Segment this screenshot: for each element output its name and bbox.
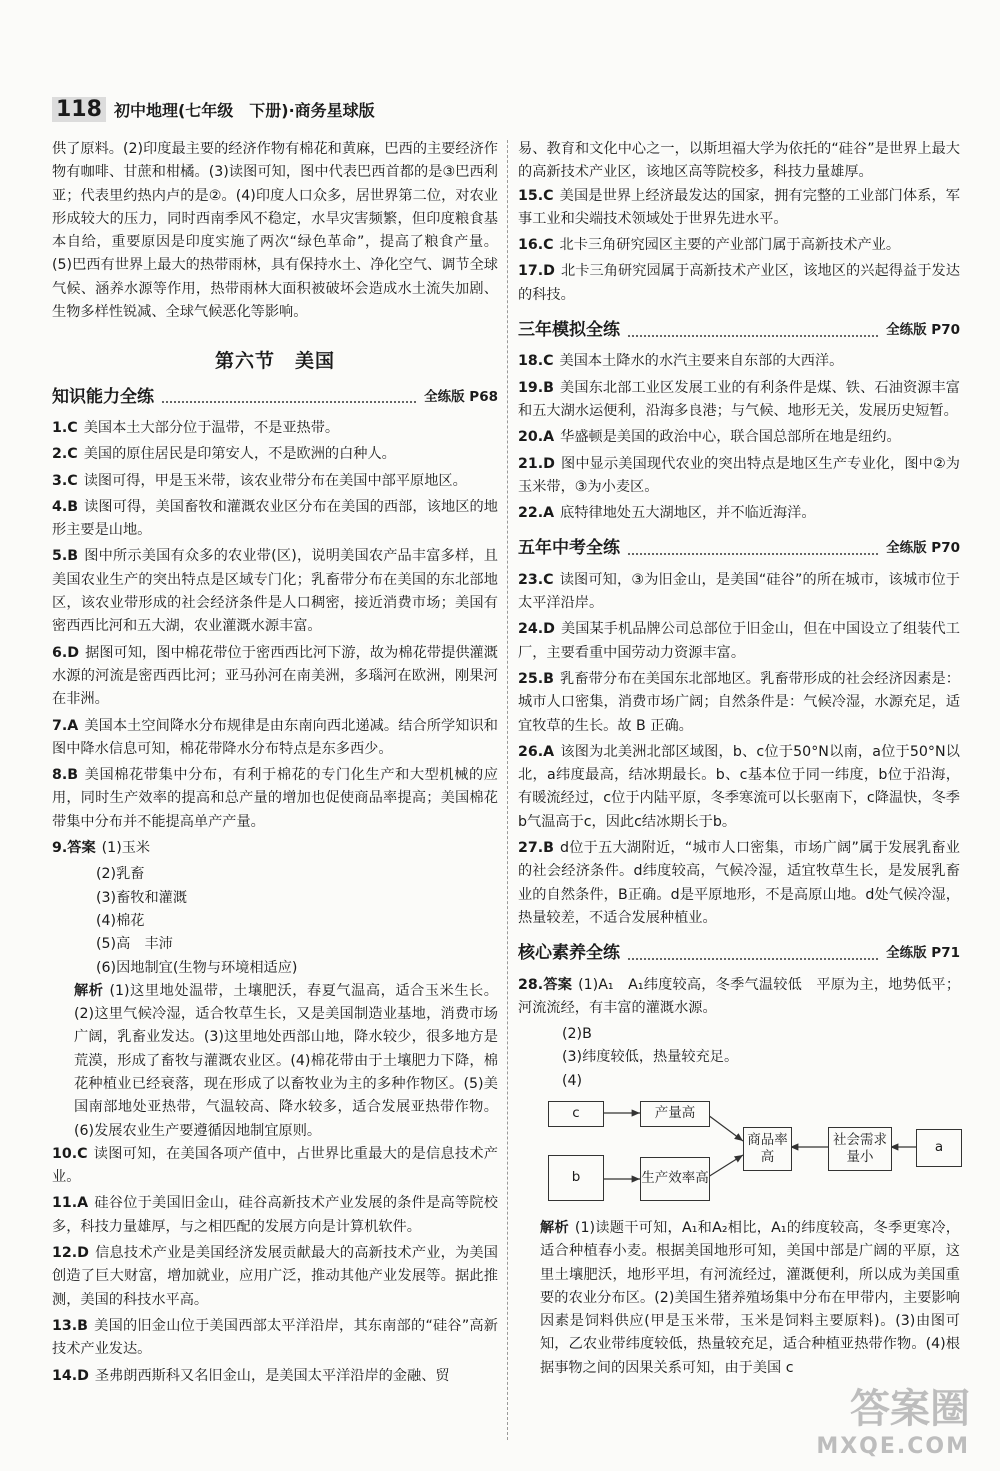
answer-number: 19.B <box>518 379 554 396</box>
answer-text: 读图可知，在美国各项产值中，占世界比重最大的是信息技术产业。 <box>52 1145 498 1186</box>
section-title: 第六节 美国 <box>214 350 335 373</box>
answer-line: (1)A₁ A₁纬度较高，冬季气温较低 平原为主，地势低平；河流流经，有丰富的灌溉水源。 <box>518 976 961 1016</box>
band-three-year <box>518 319 960 342</box>
answer-number: 11.A <box>52 1195 89 1212</box>
answer-item <box>518 668 960 738</box>
analysis <box>52 980 498 1143</box>
answer-text: 美国某手机品牌公司总部位于旧金山，但在中国设立了组装代工厂，主要看重中国劳动力资源丰富。 <box>518 621 960 661</box>
band-title: 三年模拟全练 <box>518 320 620 341</box>
right-column <box>518 138 960 1380</box>
answer-number: 13.B <box>52 1317 88 1334</box>
answer-item <box>518 974 960 1021</box>
analysis-text: (1)这里地处温带，土壤肥沃，春夏气温高，适合玉米生长。(2)这里气候冷湿，适合牧草生长，又是美国制造业基地，消费市场广阔，乳畜业发达。(3)这里地处西部山地，降水较少，很多地方是荒漠，形成了畜牧与灌溉农业区。(4)棉花带由于土壤肥力下降，棉花种植业已经衰落，现在形成了以畜牧业为主的多种作物区。(5)美国南部地处亚热带，气温较高、降水较多，适合发展亚热带作物。(6)发展农业生产要遵循因地制宜原则。 <box>74 982 498 1139</box>
answer-text: 美国本土空间降水分布规律是由东南向西北递减。结合所学知识和图中降水信息可知，棉花带降水分布特点是东多西少。 <box>52 717 498 757</box>
band-knowledge <box>52 386 498 409</box>
answer-number: 5.B <box>52 548 79 565</box>
answer-text: 图中显示美国现代农业的突出特点是地区生产专业化，图中②为玉米带，③为小麦区。 <box>518 455 960 495</box>
answer-item <box>52 1315 498 1362</box>
book-title: 初中地理(七年级 下册)·商务星球版 <box>113 100 375 120</box>
answer-item <box>518 234 960 257</box>
answer-line: (2)乳畜 <box>96 866 145 883</box>
answer-number: 25.B <box>518 670 554 687</box>
analysis-text: (1)读题干可知，A₁和A₂相比，A₁的纬度较高，冬季更寒冷，适合种植春小麦。根据美国地形可知，美国中部是广阔的平原，这里土壤肥沃，地形平坦，有河流经过，灌溉便利，所以成为美国重要的农业分布区。(2)美国生猪养殖场集中分布在甲带内，主要影响因素是饲料供应(甲是玉米带，玉米是饲料主要原料)。(3)由图可知，乙农业带纬度较低，热量较充足，适合种植亚热带作物。(4)根据事物之间的因果关系可知，由于美国 c <box>540 1219 960 1376</box>
box-c: c <box>548 1101 604 1127</box>
answer-number: 24.D <box>518 621 555 638</box>
answer-number: 16.C <box>518 237 554 254</box>
dotted-leader <box>628 543 878 555</box>
answer-line: (4) <box>562 1072 583 1089</box>
analysis-label: 解析 <box>540 1219 569 1236</box>
answer-text: 美国的原住居民是印第安人，不是欧洲的白种人。 <box>83 446 396 463</box>
dotted-leader <box>162 391 416 403</box>
answer-item <box>52 764 498 834</box>
answer-line: (1)玉米 <box>101 840 151 857</box>
answer-number: 7.A <box>52 717 79 734</box>
answer-text: 读图可得，甲是玉米带，该农业带分布在美国中部平原地区。 <box>83 472 467 489</box>
band-core <box>518 942 960 965</box>
answer-number: 18.C <box>518 353 554 370</box>
answer-text: 美国的旧金山位于美国西部太平洋沿岸，其东南部的“硅谷”高新技术产业发达。 <box>52 1317 498 1358</box>
answer-item <box>52 715 498 762</box>
answer-number: 26.A <box>518 743 555 760</box>
answer-number: 4.B <box>52 498 79 515</box>
answer-text: 读图可得，美国畜牧和灌溉农业区分布在美国的西部，该地区的地形主要是山地。 <box>52 498 498 539</box>
answer-item <box>52 470 498 493</box>
answer-text: 华盛顿是美国的政治中心，联合国总部所在地是纽约。 <box>560 429 901 446</box>
dotted-leader <box>628 948 878 960</box>
page-header <box>52 92 375 126</box>
answer-item <box>518 618 960 665</box>
continued-text: 易、教育和文化中心之一，以斯坦福大学为依托的“硅谷”是世界上最大的高新技术产业区，该地区高等院校多，科技力量雄厚。 <box>518 141 960 181</box>
answer-line: (5)高 丰沛 <box>96 936 173 953</box>
page-number: 118 <box>52 97 106 122</box>
answer-text: 该图为北美洲北部区域图，b、c位于50°N以南，a位于50°N以北，a纬度最高，结冰期最长。b、c基本位于同一纬度，b位于沿海，有暖流经过，c位于内陆平原，冬季寒流可以长驱南下，c降温快，冬季b气温高于c，因此c结冰期长于b。 <box>518 743 960 830</box>
answer-number: 20.A <box>518 429 555 446</box>
answer-number: 22.A <box>518 505 555 522</box>
answer-number: 21.D <box>518 455 555 472</box>
answer-text: 美国本土降水的水汽主要来自东部的大西洋。 <box>559 353 844 370</box>
answer-text: 读图可知，③为旧金山，是美国“硅谷”的所在城市，该城市位于太平洋沿岸。 <box>518 571 960 612</box>
logo-text: 答案圈 <box>850 1386 970 1432</box>
answer-item <box>518 260 960 307</box>
box-commodity-rate: 商品率高 <box>743 1127 792 1171</box>
answer-text: 圣弗朗西斯科又名旧金山，是美国太平洋沿岸的金融、贸 <box>94 1367 450 1384</box>
answer-number: 1.C <box>52 419 78 436</box>
answer-item <box>52 1242 498 1312</box>
answer-item <box>518 741 960 834</box>
answer-text: 图中所示美国有众多的农业带(区)，说明美国农产品丰富多样，且美国农业生产的突出特点是区域专门化；乳畜带分布在美国的东北部地区，该农业带形成的社会经济条件是人口稠密，接近消费市场；美国有密西西比河和五大湖，农业灌溉水源丰富。 <box>52 548 498 635</box>
answer-number: 14.D <box>52 1367 89 1384</box>
answer-number: 8.B <box>52 767 79 784</box>
intro-paragraph: 供了原料。(2)印度最主要的经济作物有棉花和黄麻，巴西的主要经济作物有咖啡、甘蔗和柑橘。(3)读图可知，图中代表巴西首都的是③巴西利亚；代表里约热内卢的是②。(4)印度人口众多，居世界第二位，对农业形成较大的压力，同时西南季风不稳定，水旱灾害频繁，但印度粮食基本自给，重要原因是印度实施了两次“绿色革命”，提高了粮食产量。(5)巴西有世界上最大的热带雨林，具有保持水土、净化空气、调节全球气候、涵养水源等作用，热带雨林大面积被破坏会造成水土流失加剧、生物多样性锐减、全球气候恶化等影响。 <box>52 141 498 321</box>
box-a: a <box>916 1129 962 1167</box>
site-logo <box>816 1377 970 1459</box>
answer-number: 10.C <box>52 1145 88 1162</box>
answer-number: 28.答案 <box>518 976 573 993</box>
answer-text: 北卡三角研究园属于高新技术产业区，该地区的兴起得益于发达的科技。 <box>518 263 960 303</box>
dotted-leader <box>628 325 878 337</box>
answer-item <box>518 569 960 616</box>
answer-item <box>518 350 960 373</box>
band-ref: 全练版 P70 <box>886 540 960 557</box>
answer-item <box>518 185 960 232</box>
band-ref: 全练版 P68 <box>424 388 498 405</box>
answer-text: 信息技术产业是美国经济发展贡献最大的高新技术产业，为美国创造了巨大财富，增加就业，应用广泛，推动其他产业发展等。据此推测，美国的科技水平高。 <box>52 1245 498 1308</box>
band-title: 核心素养全练 <box>518 943 620 964</box>
left-column <box>52 138 498 1391</box>
column-divider <box>507 140 508 1440</box>
answer-text: 据图可知，图中棉花带位于密西西比河下游，故为棉花带提供灌溉水源的河流是密西西比河；亚马孙河在南美洲，多瑙河在欧洲，刚果河在非洲。 <box>52 644 498 708</box>
answer-line: (6)因地制宜(生物与环境相适应) <box>96 959 298 976</box>
answer-number: 23.C <box>518 571 554 588</box>
answer-item <box>518 426 960 449</box>
analysis-label: 解析 <box>74 982 104 999</box>
answer-item <box>52 417 498 440</box>
answer-text: 底特律地处五大湖地区，并不临近海洋。 <box>560 505 816 522</box>
answer-line: (3)畜牧和灌溉 <box>96 889 188 906</box>
answer-item <box>518 502 960 525</box>
answer-item <box>52 545 498 638</box>
box-b: b <box>548 1155 604 1201</box>
answer-number: 15.C <box>518 187 554 204</box>
answer-text: 北卡三角研究园区主要的产业部门属于高新技术产业。 <box>559 237 901 254</box>
answer-item <box>52 1143 498 1190</box>
logo-url: MXQE.COM <box>816 1434 970 1459</box>
answer-number: 27.B <box>518 840 554 857</box>
answer-number: 2.C <box>52 446 78 463</box>
answer-item <box>52 443 498 466</box>
answer-number: 9.答案 <box>52 840 96 857</box>
answer-text: 美国是世界上经济最发达的国家，拥有完整的工业部门体系，军事工业和尖端技术领域处于世界先进水平。 <box>518 187 960 227</box>
answer-item <box>52 1192 498 1239</box>
answer-line: (4)棉花 <box>96 912 145 929</box>
band-ref: 全练版 P70 <box>886 322 960 339</box>
box-demand: 社会需求量小 <box>828 1127 892 1171</box>
band-five-year <box>518 537 960 560</box>
answer-text: 美国东北部工业区发展工业的有利条件是煤、铁、石油资源丰富和五大湖水运便利，沿海多良港；与气候、地形无关，发展历史短暂。 <box>518 379 960 419</box>
answer-item <box>518 453 960 500</box>
answer-item <box>52 496 498 543</box>
answer-number: 6.D <box>52 644 80 661</box>
band-ref: 全练版 P71 <box>886 945 960 962</box>
box-efficiency: 生产效率高 <box>640 1157 710 1201</box>
answer-item <box>518 837 960 930</box>
answer-text: 硅谷位于美国旧金山，硅谷高新技术产业发展的条件是高等院校多，科技力量雄厚，与之相匹配的发展方向是计算机软件。 <box>52 1195 498 1235</box>
answer-number: 17.D <box>518 263 555 280</box>
answer-line: (3)纬度较低，热量较充足。 <box>562 1049 739 1066</box>
answer-number: 12.D <box>52 1245 89 1262</box>
answer-text: 美国本土大部分位于温带，不是亚热带。 <box>83 419 340 436</box>
answer-number: 3.C <box>52 472 78 489</box>
answer-text: 乳畜带分布在美国东北部地区。乳畜带形成的社会经济因素是：城市人口密集，消费市场广阔；自然条件是：气候冷湿，水源充足，适宜牧草的生长。故 B 正确。 <box>518 670 960 734</box>
band-title: 五年中考全练 <box>518 538 620 559</box>
answer-text: d位于五大湖附近，“城市人口密集，市场广阔”属于发展乳畜业的社会经济条件。d纬度较高，气候冷湿，适宜牧草生长，是发展乳畜业的自然条件，B正确。d是平原地形，不是高原山地。d处气候冷湿，热量较差，不适合发展种植业。 <box>518 840 960 926</box>
answer-item <box>518 377 960 424</box>
cause-effect-diagram <box>540 1099 960 1209</box>
answer-text: 美国棉花带集中分布，有利于棉花的专门化生产和大型机械的应用，同时生产效率的提高和总产量的增加也促使商品率提高；美国棉花带集中分布并不能提高单产产量。 <box>52 767 498 830</box>
band-title: 知识能力全练 <box>52 386 154 407</box>
box-yield: 产量高 <box>640 1101 710 1127</box>
answer-item <box>52 1365 498 1388</box>
answer-item <box>52 642 498 712</box>
answer-item <box>52 837 498 860</box>
answer-line: (2)B <box>562 1026 592 1043</box>
analysis <box>518 1217 960 1380</box>
